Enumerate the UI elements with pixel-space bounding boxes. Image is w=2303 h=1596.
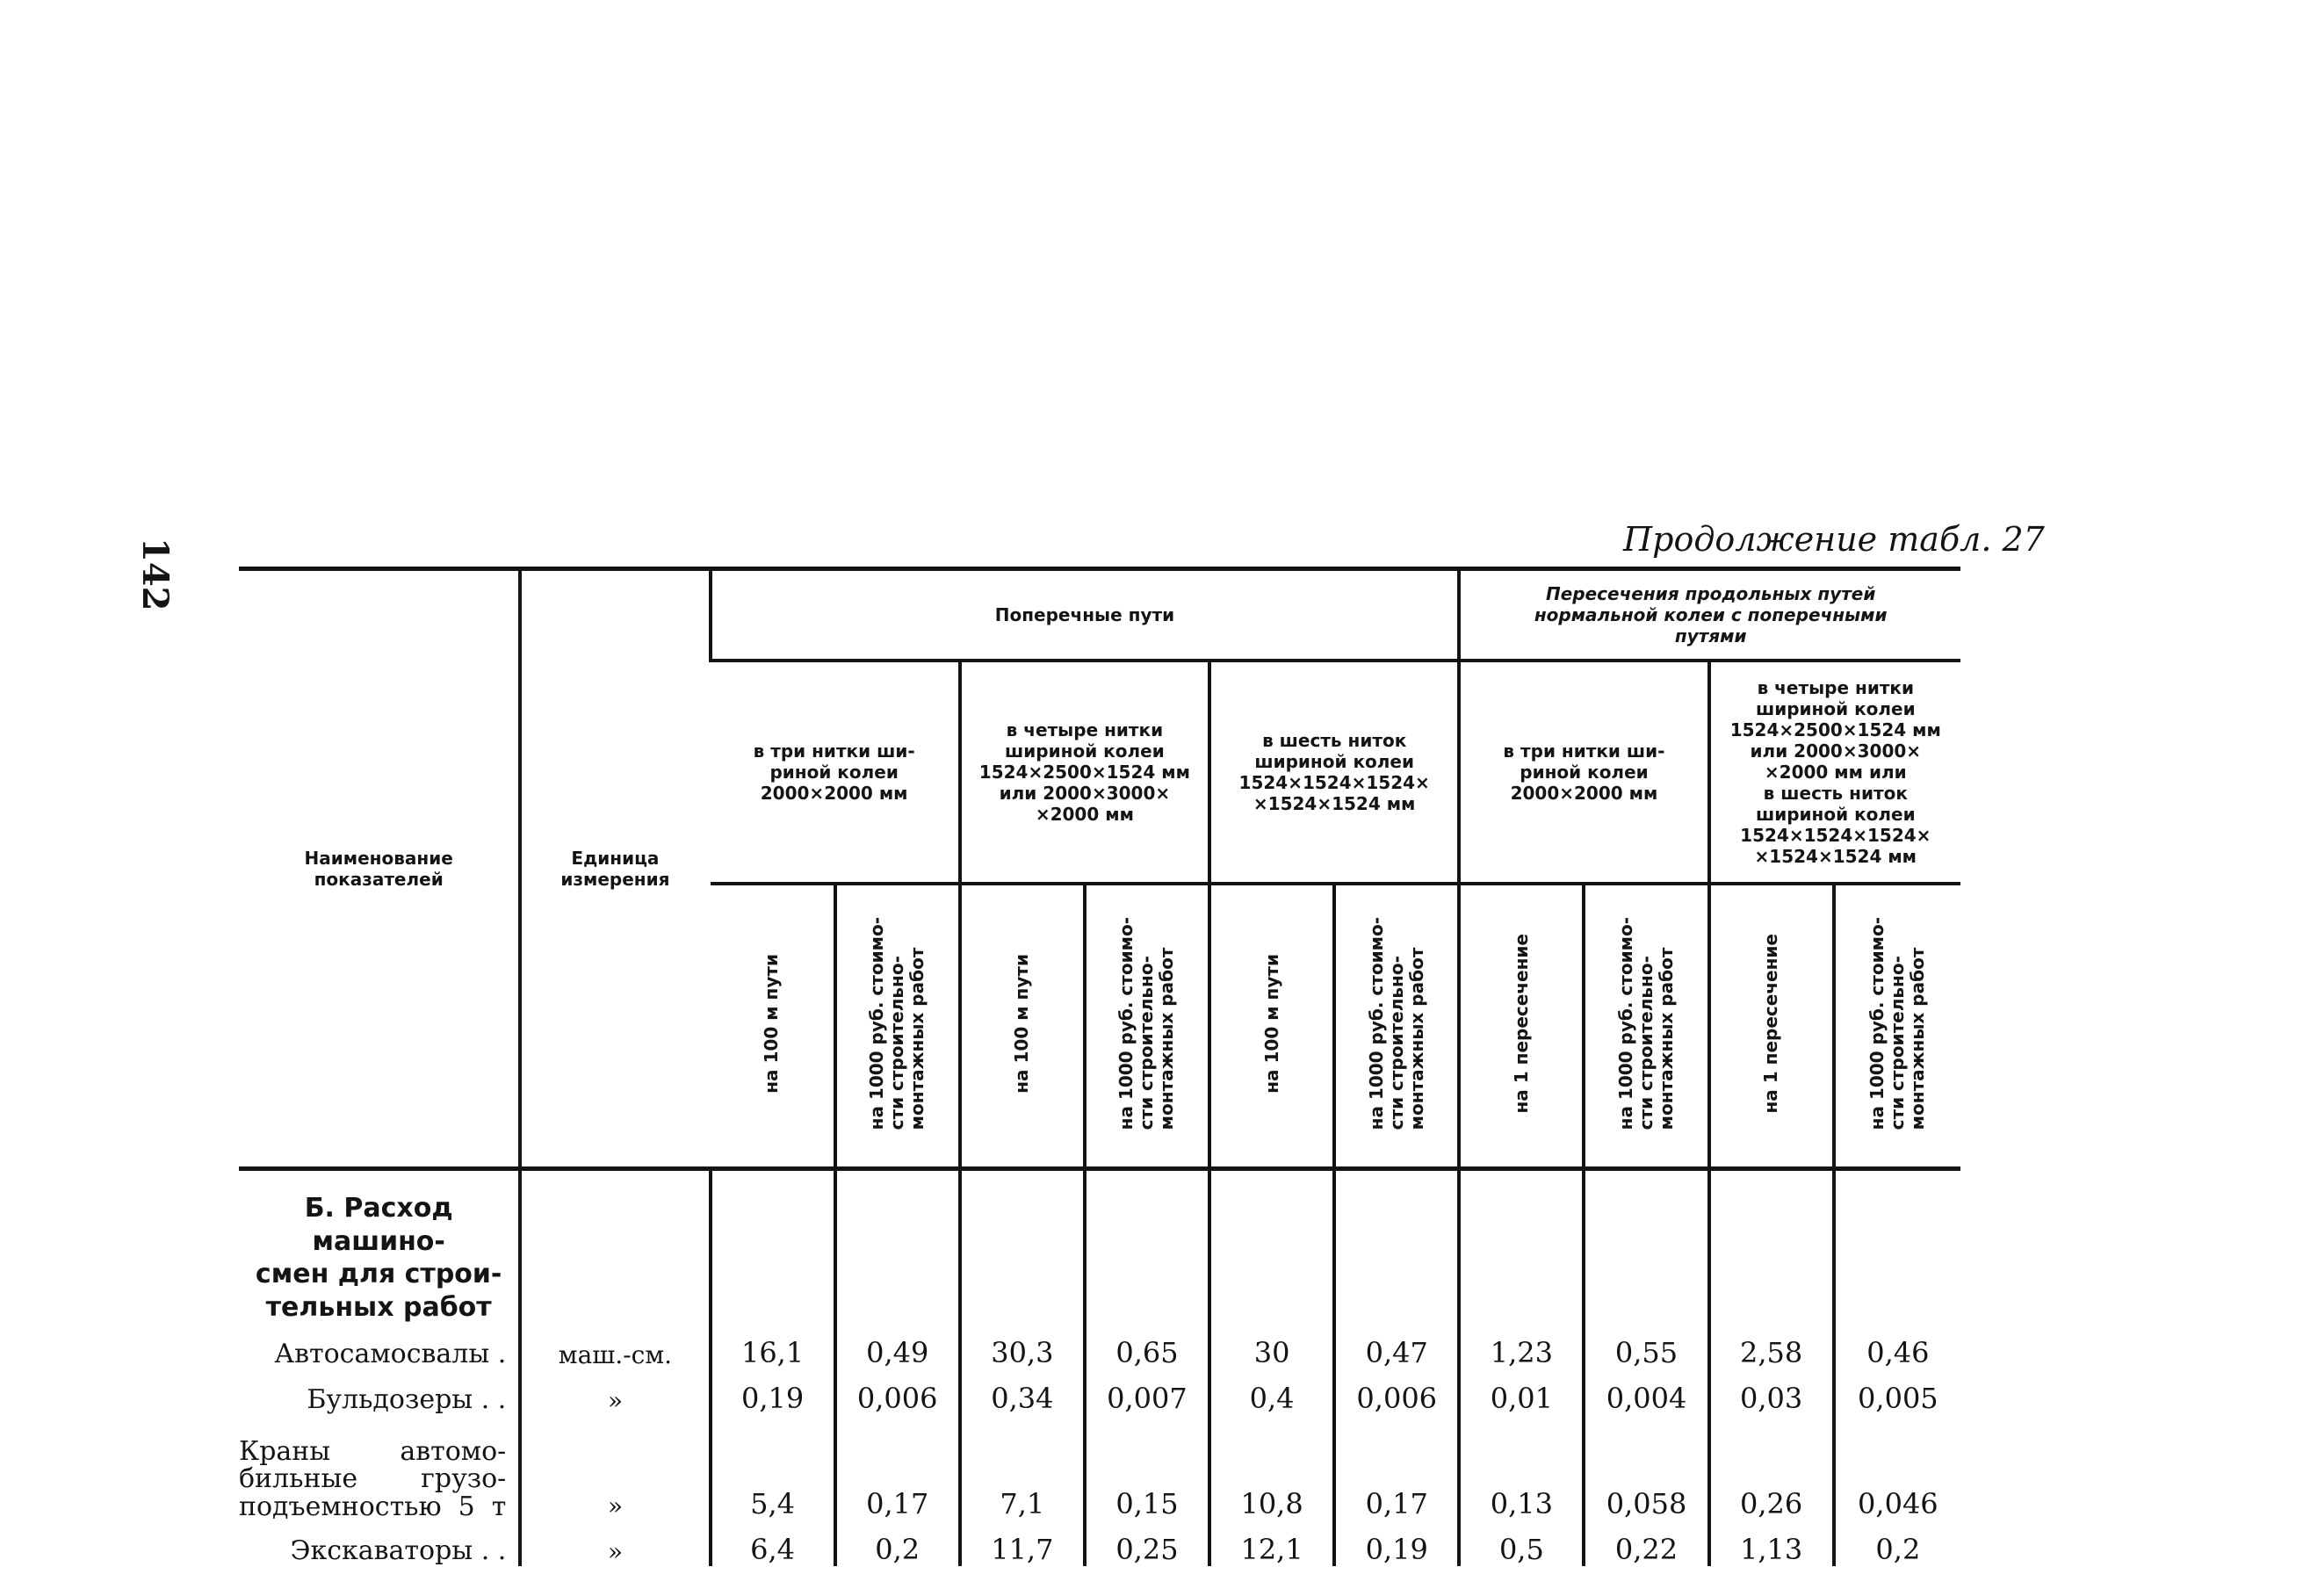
subheader-six-threads: в шесть ниток шириной колеи 1524×1524×1524× ×1524×1524 мм	[1209, 661, 1459, 884]
group-header-cross-tracks: Поперечные пути	[711, 569, 1460, 661]
table-row	[239, 1415, 1960, 1520]
row-unit: »	[520, 1369, 710, 1415]
table-cell: 0,13	[1459, 1415, 1584, 1520]
table-cell: 1,23	[1459, 1324, 1584, 1369]
table-cell: 0,55	[1584, 1324, 1708, 1369]
table-cell: 11,7	[960, 1520, 1085, 1566]
table-cell: 0,005	[1834, 1369, 1960, 1415]
table-cell: 12,1	[1209, 1520, 1334, 1566]
table-row	[239, 1324, 1960, 1369]
table-cell: 0,46	[1834, 1324, 1960, 1369]
col-per-1000rub-3: на 1000 руб. стоимо- сти строительно- монтажных работ	[1334, 884, 1459, 1169]
section-title: Б. Расход машино- смен для строи- тельных работ	[255, 1193, 502, 1323]
table-cell: 0,49	[835, 1324, 960, 1369]
table-cell: 0,22	[1584, 1520, 1708, 1566]
table-cell: 5,4	[711, 1415, 835, 1520]
table-cell: 0,058	[1584, 1415, 1708, 1520]
table-cell: 0,01	[1459, 1369, 1584, 1415]
table-cell: 0,006	[1334, 1369, 1459, 1415]
table-cell: 0,2	[1834, 1520, 1960, 1566]
group-header-intersections: Пересечения продольных путей нормальной колеи с поперечными путями	[1459, 569, 1960, 661]
table-cell: 0,15	[1085, 1415, 1209, 1520]
table-cell: 0,03	[1709, 1369, 1834, 1415]
subheader-four-threads: в четыре нитки шириной колеи 1524×2500×1524 мм или 2000×3000× ×2000 мм	[960, 661, 1209, 884]
col-per-100m-2: на 100 м пути	[960, 884, 1085, 1169]
section-row	[239, 1169, 1960, 1325]
table-cell: 0,006	[835, 1369, 960, 1415]
table-cell: 0,65	[1085, 1324, 1209, 1369]
table-cell: 2,58	[1709, 1324, 1834, 1369]
table-cell: 0,004	[1584, 1369, 1708, 1415]
table-cell: 0,19	[711, 1369, 835, 1415]
table-cell: 0,47	[1334, 1324, 1459, 1369]
table-continuation-label: Продолжение табл. 27	[1623, 520, 2045, 559]
subheader-intersection-four-six-threads: в четыре нитки шириной колеи 1524×2500×1524 мм или 2000×3000× ×2000 мм или в шесть ниток шириной колеи 1524×1524×1524× ×1524×1524 мм	[1709, 661, 1960, 884]
col-per-crossing-1: на 1 пересечение	[1459, 884, 1584, 1169]
data-table	[239, 567, 1960, 1566]
table-cell: 6,4	[711, 1520, 835, 1566]
table-cell: 30	[1209, 1324, 1334, 1369]
col-per-1000rub-5: на 1000 руб. стоимо- сти строительно- монтажных работ	[1834, 884, 1960, 1169]
table-cell: 0,4	[1209, 1369, 1334, 1415]
col-per-1000rub-2: на 1000 руб. стоимо- сти строительно- монтажных работ	[1085, 884, 1209, 1169]
table-cell: 0,007	[1085, 1369, 1209, 1415]
col-per-1000rub-4: на 1000 руб. стоимо- сти строительно- монтажных работ	[1584, 884, 1708, 1169]
col-per-100m-3: на 100 м пути	[1209, 884, 1334, 1169]
table-cell: 0,2	[835, 1520, 960, 1566]
table-cell: 0,26	[1709, 1415, 1834, 1520]
subheader-intersection-three-threads: в три нитки ши- риной колеи 2000×2000 мм	[1459, 661, 1708, 884]
table-cell: 0,5	[1459, 1520, 1584, 1566]
table-cell: 1,13	[1709, 1520, 1834, 1566]
subheader-three-threads: в три нитки ши- риной колеи 2000×2000 мм	[711, 661, 960, 884]
column-header-name: Наименование показателей	[239, 569, 520, 1169]
row-label: Бульдозеры . .	[307, 1384, 507, 1415]
col-per-crossing-2: на 1 пересечение	[1709, 884, 1834, 1169]
table-cell: 0,17	[1334, 1415, 1459, 1520]
col-per-100m-1: на 100 м пути	[711, 884, 835, 1169]
row-unit: »	[520, 1520, 710, 1566]
table-row	[239, 1369, 1960, 1415]
col-per-1000rub-1: на 1000 руб. стоимо- сти строительно- монтажных работ	[835, 884, 960, 1169]
table-cell: 0,17	[835, 1415, 960, 1520]
table-row	[239, 1520, 1960, 1566]
row-unit: »	[520, 1415, 710, 1520]
column-header-unit: Единица измерения	[520, 569, 710, 1169]
row-label: Экскаваторы . .	[290, 1535, 507, 1566]
table-cell: 10,8	[1209, 1415, 1334, 1520]
table-cell: 0,19	[1334, 1520, 1459, 1566]
row-unit: маш.-см.	[520, 1324, 710, 1369]
table-cell: 30,3	[960, 1324, 1085, 1369]
table-cell: 0,34	[960, 1369, 1085, 1415]
row-label: Автосамосвалы .	[274, 1339, 507, 1369]
table-cell: 0,046	[1834, 1415, 1960, 1520]
table-cell: 16,1	[711, 1324, 835, 1369]
row-label: Краны автомо- бильные грузо- подъемностью 5 т	[239, 1435, 507, 1522]
page-number: 142	[134, 538, 176, 611]
table-cell: 0,25	[1085, 1520, 1209, 1566]
table-cell: 7,1	[960, 1415, 1085, 1520]
